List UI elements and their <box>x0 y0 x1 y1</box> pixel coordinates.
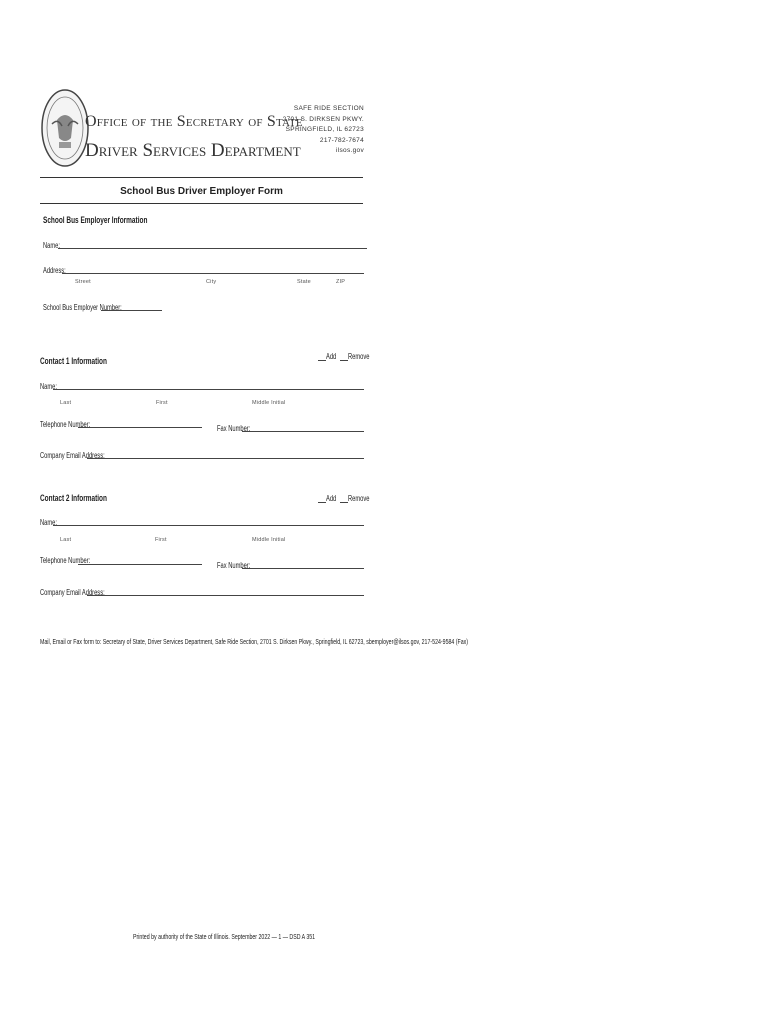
header-divider <box>40 177 363 178</box>
mail-instructions: Mail, Email or Fax form to: Secretary of State, Driver Services Department, Safe Ride Section, 2701 S. Dirksen Pkwy., Springfield, IL 62723, sbemployer@ilsos.gov, 217-524-9584 (Fax) <box>40 637 469 646</box>
contact1-section-title: Contact 1 Information <box>40 356 107 366</box>
contact2-add-checkbox[interactable] <box>318 502 326 503</box>
section-address <box>283 104 364 157</box>
contact1-add-checkbox[interactable] <box>318 360 326 361</box>
footer-authority-note: Printed by authority of the State of Illinois. September 2022 — 1 — DSD A 351 <box>133 932 316 941</box>
address-line: 2701 S. DIRKSEN PKWY. <box>282 115 364 123</box>
city-sublabel: City <box>206 279 217 285</box>
contact1-fax-field[interactable] <box>242 431 364 432</box>
contact2-remove-checkbox[interactable] <box>340 502 348 503</box>
address-line: 217-782-7674 <box>319 136 364 144</box>
contact2-name-label: Name: <box>40 518 57 527</box>
middle-initial-sublabel: Middle Initial <box>252 400 286 406</box>
form-title: School Bus Driver Employer Form <box>120 186 283 197</box>
street-sublabel: Street <box>75 279 91 285</box>
contact2-add-label: Add <box>326 494 337 503</box>
contact2-telephone-label: Telephone Number: <box>40 556 91 565</box>
contact1-telephone-field[interactable] <box>78 427 202 428</box>
contact2-telephone-field[interactable] <box>78 564 202 565</box>
department-title: Driver Services Department <box>85 140 301 161</box>
first-sublabel: First <box>156 400 168 406</box>
contact1-email-label: Company Email Address: <box>40 451 105 460</box>
state-seal-icon <box>40 88 90 168</box>
contact2-section-title: Contact 2 Information <box>40 493 107 503</box>
address-line: ilsos.gov <box>336 147 364 154</box>
state-sublabel: State <box>297 279 311 285</box>
contact1-name-label: Name: <box>40 382 57 391</box>
contact2-remove-label: Remove <box>348 494 370 503</box>
contact1-fax-label: Fax Number: <box>217 424 251 433</box>
contact1-remove-label: Remove <box>348 352 370 361</box>
middle-initial-sublabel: Middle Initial <box>252 537 286 543</box>
title-divider <box>40 203 363 204</box>
contact2-email-label: Company Email Address: <box>40 588 105 597</box>
contact2-fax-label: Fax Number: <box>217 561 251 570</box>
employer-address-label: Address: <box>43 266 66 275</box>
contact1-remove-checkbox[interactable] <box>340 360 348 361</box>
employer-name-label: Name: <box>43 241 60 250</box>
employer-address-field[interactable] <box>62 273 364 274</box>
contact2-name-field[interactable] <box>53 525 364 526</box>
last-sublabel: Last <box>60 400 72 406</box>
contact2-email-field[interactable] <box>87 595 364 596</box>
contact1-add-label: Add <box>326 352 337 361</box>
address-line: SAFE RIDE SECTION <box>293 105 364 112</box>
zip-sublabel: ZIP <box>336 279 346 285</box>
last-sublabel: Last <box>60 537 72 543</box>
contact1-email-field[interactable] <box>87 458 364 459</box>
contact2-fax-field[interactable] <box>242 568 364 569</box>
employer-section-title: School Bus Employer Information <box>43 215 148 225</box>
first-sublabel: First <box>155 537 167 543</box>
employer-number-field[interactable] <box>101 310 162 311</box>
employer-number-label: School Bus Employer Number: <box>43 303 122 312</box>
employer-name-field[interactable] <box>58 248 367 249</box>
contact1-telephone-label: Telephone Number: <box>40 420 91 429</box>
contact1-name-field[interactable] <box>53 389 364 390</box>
office-title: Office of the Secretary of State <box>85 113 303 130</box>
address-line: SPRINGFIELD, IL 62723 <box>285 126 364 133</box>
